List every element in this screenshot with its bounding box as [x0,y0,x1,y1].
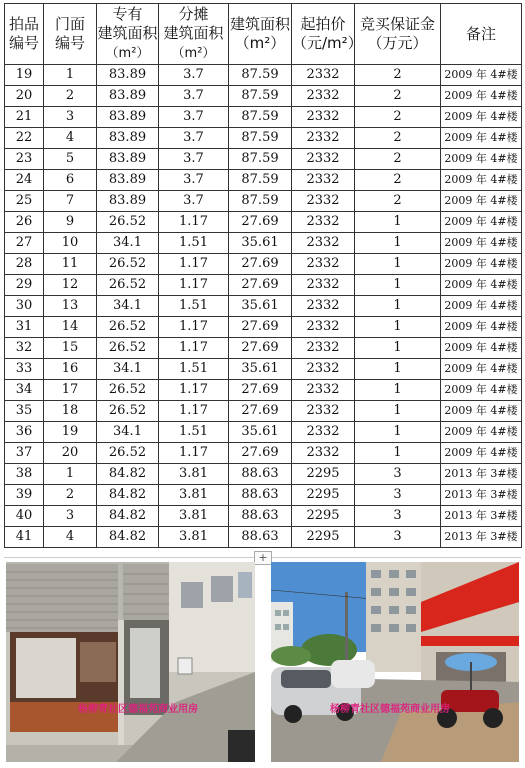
table-cell: 3.7 [159,149,229,170]
table-cell: 35.61 [229,233,292,254]
table-cell: 2332 [292,191,355,212]
table-cell: 2009 年 4#楼 [441,359,522,380]
insert-row-button[interactable]: + [254,551,272,565]
table-cell: 2332 [292,128,355,149]
column-header-line2: （万元） [367,34,428,52]
table-cell: 27.69 [229,443,292,464]
table-cell: 27.69 [229,338,292,359]
table-cell: 3.81 [159,527,229,548]
table-cell: 83.89 [97,170,159,191]
table-cell: 3.7 [159,107,229,128]
table-cell: 1 [355,254,441,275]
table-cell: 87.59 [229,128,292,149]
table-cell: 34.1 [97,296,159,317]
table-row [5,338,522,359]
column-header-line1: 专有 [112,5,143,23]
table-cell: 27.69 [229,317,292,338]
table-cell: 2009 年 4#楼 [441,128,522,149]
table-cell: 2295 [292,506,355,527]
table-cell: 2 [355,149,441,170]
table-cell: 26.52 [97,212,159,233]
table-cell: 34.1 [97,422,159,443]
table-cell: 87.59 [229,107,292,128]
table-cell: 12 [44,275,97,296]
table-cell: 87.59 [229,149,292,170]
table-cell: 1.17 [159,338,229,359]
table-cell: 38 [5,464,44,485]
table-cell: 2295 [292,485,355,506]
table-cell: 2013 年 3#楼 [441,527,522,548]
table-cell: 27.69 [229,212,292,233]
table-cell: 2 [355,107,441,128]
storefront-photo-left [6,562,255,762]
table-cell: 1.51 [159,296,229,317]
table-cell: 1.17 [159,443,229,464]
table-cell: 26.52 [97,443,159,464]
table-cell: 87.59 [229,86,292,107]
table-cell: 2295 [292,464,355,485]
auction-table-container [4,3,521,548]
table-cell: 1 [355,317,441,338]
table-header-row [5,4,522,65]
column-header-line2: 编号 [54,34,85,52]
column-header-line2: 编号 [8,34,39,52]
column-header-unit: （m²） [105,46,150,61]
table-cell: 4 [44,527,97,548]
table-cell: 26.52 [97,338,159,359]
table-row [5,506,522,527]
column-header-line1: 备注 [465,24,496,43]
table-row [5,464,522,485]
auction-lot-table [4,3,522,548]
table-cell: 3 [355,506,441,527]
table-cell: 27.69 [229,275,292,296]
table-cell: 2332 [292,275,355,296]
table-cell: 3.81 [159,485,229,506]
table-cell: 9 [44,212,97,233]
table-cell: 1 [355,401,441,422]
column-header-line1: 起拍价 [300,15,346,33]
table-cell: 27 [5,233,44,254]
table-cell: 2332 [292,149,355,170]
table-row [5,86,522,107]
table-cell: 3.81 [159,506,229,527]
table-cell: 1.51 [159,233,229,254]
column-header [441,4,522,65]
table-cell: 3 [355,464,441,485]
table-cell: 17 [44,380,97,401]
table-cell: 3.7 [159,128,229,149]
table-cell: 2295 [292,527,355,548]
table-cell: 36 [5,422,44,443]
table-row [5,275,522,296]
table-row [5,107,522,128]
table-cell: 2 [44,485,97,506]
table-cell: 2 [355,86,441,107]
table-cell: 3 [355,485,441,506]
table-row [5,170,522,191]
table-cell: 1 [355,233,441,254]
table-cell: 2 [355,170,441,191]
table-cell: 2332 [292,380,355,401]
table-row [5,317,522,338]
column-header-line1: 分摊 [178,5,209,23]
table-cell: 13 [44,296,97,317]
table-cell: 15 [44,338,97,359]
table-cell: 2332 [292,296,355,317]
table-cell: 2013 年 3#楼 [441,464,522,485]
table-cell: 25 [5,191,44,212]
table-cell: 2332 [292,359,355,380]
table-cell: 39 [5,485,44,506]
table-cell: 1.17 [159,401,229,422]
table-cell: 83.89 [97,191,159,212]
table-cell: 3 [44,506,97,527]
table-cell: 1 [355,212,441,233]
table-cell: 83.89 [97,149,159,170]
column-header [292,4,363,65]
table-cell: 28 [5,254,44,275]
table-row [5,527,522,548]
table-cell: 2 [355,128,441,149]
table-cell: 2013 年 3#楼 [441,506,522,527]
table-cell: 2332 [292,443,355,464]
column-header-line1: 拍品 [8,15,39,33]
table-cell: 1 [355,296,441,317]
table-cell: 88.63 [229,506,292,527]
table-cell: 1 [355,359,441,380]
table-cell: 2332 [292,170,355,191]
table-cell: 2 [355,191,441,212]
column-header-line1: 建筑面积 [229,15,290,33]
table-cell: 1.17 [159,317,229,338]
table-cell: 2 [44,86,97,107]
table-cell: 2009 年 4#楼 [441,233,522,254]
table-cell: 1.17 [159,380,229,401]
table-cell: 84.82 [97,527,159,548]
table-cell: 2 [355,65,441,86]
table-cell: 1 [355,422,441,443]
table-cell: 34 [5,380,44,401]
table-cell: 2332 [292,422,355,443]
photo-caption-left: 杨柳青社区德福苑商业用房 [78,704,198,715]
table-cell: 23 [5,149,44,170]
table-cell: 84.82 [97,464,159,485]
table-cell: 2009 年 4#楼 [441,212,522,233]
table-cell: 2009 年 4#楼 [441,170,522,191]
table-cell: 24 [5,170,44,191]
table-cell: 1 [44,65,97,86]
table-cell: 14 [44,317,97,338]
table-cell: 33 [5,359,44,380]
table-cell: 3 [44,107,97,128]
column-header-line2: 建筑面积 [163,24,224,42]
table-cell: 3.7 [159,86,229,107]
table-cell: 20 [5,86,44,107]
table-cell: 34.1 [97,359,159,380]
table-row [5,65,522,86]
table-cell: 35.61 [229,359,292,380]
table-cell: 2009 年 4#楼 [441,443,522,464]
table-cell: 2332 [292,317,355,338]
table-cell: 2009 年 4#楼 [441,86,522,107]
table-cell: 2009 年 4#楼 [441,317,522,338]
table-cell: 2009 年 4#楼 [441,254,522,275]
table-cell: 87.59 [229,65,292,86]
table-cell: 1.17 [159,275,229,296]
table-cell: 30 [5,296,44,317]
table-cell: 1 [355,443,441,464]
table-body [5,65,522,548]
table-row [5,191,522,212]
table-cell: 26.52 [97,254,159,275]
table-row [5,128,522,149]
table-row [5,296,522,317]
table-cell: 83.89 [97,128,159,149]
table-cell: 2332 [292,212,355,233]
table-cell: 1.51 [159,422,229,443]
table-cell: 2009 年 4#楼 [441,65,522,86]
column-header [229,4,292,65]
table-cell: 1 [355,275,441,296]
table-cell: 29 [5,275,44,296]
photo-caption-right: 杨柳青社区德福苑商业用房 [330,704,450,715]
table-cell: 18 [44,401,97,422]
table-cell: 22 [5,128,44,149]
column-header [159,4,229,65]
column-header [355,4,441,65]
table-cell: 88.63 [229,464,292,485]
column-header [5,4,44,65]
table-cell: 84.82 [97,485,159,506]
table-cell: 2332 [292,254,355,275]
table-cell: 83.89 [97,65,159,86]
table-cell: 40 [5,506,44,527]
table-cell: 7 [44,191,97,212]
table-cell: 2332 [292,86,355,107]
table-cell: 2009 年 4#楼 [441,401,522,422]
table-cell: 34.1 [97,233,159,254]
table-row [5,254,522,275]
table-cell: 1 [355,380,441,401]
column-header-line2: （m²） [234,34,286,52]
table-cell: 1.17 [159,212,229,233]
table-cell: 88.63 [229,485,292,506]
table-cell: 3.7 [159,65,229,86]
table-cell: 3 [355,527,441,548]
table-cell: 41 [5,527,44,548]
table-cell: 26.52 [97,275,159,296]
table-row [5,422,522,443]
table-cell: 26.52 [97,317,159,338]
table-row [5,359,522,380]
column-header-line1: 竞买保证金 [359,15,435,33]
table-row [5,401,522,422]
table-cell: 2013 年 3#楼 [441,485,522,506]
table-cell: 20 [44,443,97,464]
table-cell: 31 [5,317,44,338]
table-cell: 27.69 [229,401,292,422]
table-cell: 1 [355,338,441,359]
table-cell: 37 [5,443,44,464]
table-cell: 19 [5,65,44,86]
table-cell: 2009 年 4#楼 [441,422,522,443]
table-cell: 2009 年 4#楼 [441,107,522,128]
table-cell: 1 [44,464,97,485]
table-cell: 21 [5,107,44,128]
table-cell: 4 [44,128,97,149]
column-header-line1: 门面 [54,15,85,33]
table-cell: 2009 年 4#楼 [441,338,522,359]
table-cell: 35.61 [229,296,292,317]
table-cell: 84.82 [97,506,159,527]
table-cell: 87.59 [229,191,292,212]
table-cell: 2332 [292,401,355,422]
table-cell: 6 [44,170,97,191]
table-cell: 27.69 [229,254,292,275]
table-cell: 26 [5,212,44,233]
column-header-unit: （m²） [171,46,216,61]
column-header [97,4,159,65]
table-cell: 2332 [292,233,355,254]
column-header [44,4,97,65]
table-cell: 26.52 [97,401,159,422]
table-row [5,212,522,233]
table-cell: 10 [44,233,97,254]
table-row [5,443,522,464]
table-row [5,380,522,401]
table-row [5,149,522,170]
table-cell: 11 [44,254,97,275]
table-cell: 5 [44,149,97,170]
table-cell: 35 [5,401,44,422]
table-cell: 1.51 [159,359,229,380]
table-row [5,233,522,254]
table-cell: 83.89 [97,107,159,128]
table-cell: 2009 年 4#楼 [441,275,522,296]
table-cell: 3.7 [159,170,229,191]
table-cell: 2332 [292,107,355,128]
table-cell: 3.81 [159,464,229,485]
table-cell: 2332 [292,65,355,86]
table-cell: 83.89 [97,86,159,107]
table-cell: 2009 年 4#楼 [441,149,522,170]
table-cell: 35.61 [229,422,292,443]
table-row [5,485,522,506]
table-cell: 1.17 [159,254,229,275]
table-cell: 19 [44,422,97,443]
table-cell: 27.69 [229,380,292,401]
table-cell: 2009 年 4#楼 [441,380,522,401]
table-cell: 2332 [292,338,355,359]
table-cell: 88.63 [229,527,292,548]
table-cell: 16 [44,359,97,380]
column-header-line2: （元/m²） [292,34,363,52]
street-photo-right [271,562,519,762]
table-cell: 2009 年 4#楼 [441,296,522,317]
table-cell: 3.7 [159,191,229,212]
column-header-line2: 建筑面积 [97,24,158,42]
table-cell: 87.59 [229,170,292,191]
table-cell: 2009 年 4#楼 [441,191,522,212]
table-cell: 32 [5,338,44,359]
table-cell: 26.52 [97,380,159,401]
